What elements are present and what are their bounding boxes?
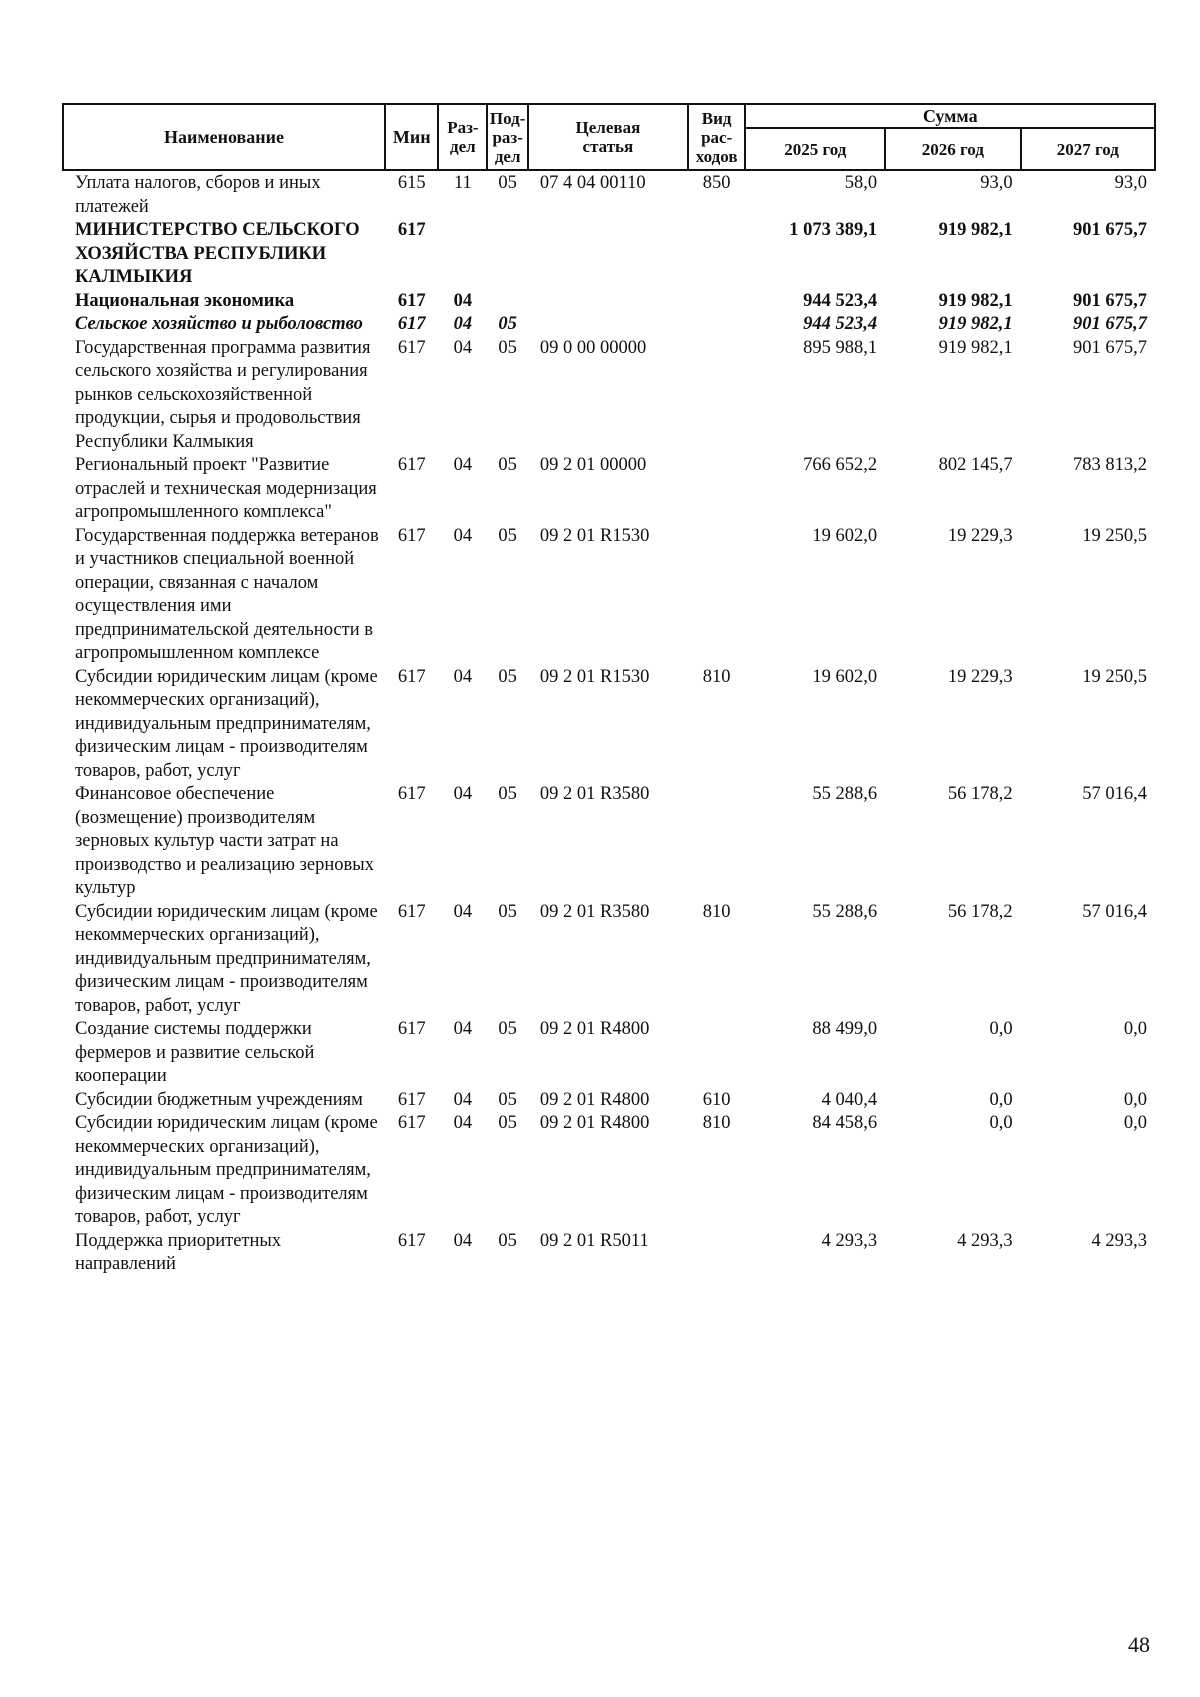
cell-podrazdel: 05 [498, 314, 517, 334]
cell-podrazdel: 05 [498, 455, 517, 475]
cell-2026: 919 982,1 [938, 290, 1013, 311]
cell-min: 617 [397, 1089, 426, 1110]
cell-2025: 4 293,3 [821, 1230, 878, 1251]
cell-target: 09 2 01 R4800 [539, 1019, 650, 1039]
cell-2026: 0,0 [989, 1089, 1013, 1110]
cell-name: Субсидии бюджетным учреждениям [75, 1089, 363, 1110]
cell-name: Создание системы поддержки фермеров и развитие сельской кооперации [75, 1019, 315, 1086]
cell-vid [688, 290, 746, 314]
cell-min: 617 [397, 1113, 426, 1133]
cell-podrazdel: 05 [498, 337, 517, 358]
cell-name: Субсидии юридическим лицам (кроме некоммерческих организаций), индивидуальным предпринимателям, физическим лицам - производителям товаров, работ, услуг [75, 1113, 378, 1227]
cell-2025: 895 988,1 [803, 337, 878, 358]
cell-target: 09 2 01 R4800 [539, 1089, 650, 1110]
cell-2026: 19 229,3 [947, 666, 1013, 687]
cell-2027: 901 675,7 [1073, 337, 1147, 358]
cell-2026: 56 178,2 [947, 901, 1013, 922]
cell-2027: 57 016,4 [1082, 784, 1147, 804]
cell-2027: 901 675,7 [1073, 314, 1147, 334]
cell-target: 09 2 01 R4800 [539, 1113, 650, 1133]
cell-vid [688, 525, 746, 666]
cell-podrazdel: 05 [498, 1113, 517, 1133]
cell-vid: 610 [702, 1089, 731, 1110]
table-row [63, 783, 1155, 901]
cell-2025: 58,0 [844, 173, 878, 193]
cell-2025: 944 523,4 [803, 314, 878, 334]
table-row [63, 1112, 1155, 1230]
table-row [63, 219, 1155, 290]
cell-target: 09 2 01 R1530 [539, 666, 650, 687]
cell-min: 617 [397, 666, 426, 687]
table-row [63, 525, 1155, 666]
cell-podrazdel: 05 [498, 173, 517, 193]
table-header [63, 104, 1155, 170]
cell-target: 09 2 01 R1530 [539, 525, 650, 546]
table-body [63, 170, 1155, 1277]
cell-2026: 19 229,3 [947, 525, 1013, 546]
header-razdel: Раз- дел [438, 104, 487, 170]
cell-min: 617 [397, 290, 426, 311]
cell-vid [688, 1230, 746, 1277]
cell-vid: 810 [702, 666, 731, 687]
cell-min: 615 [397, 173, 426, 193]
cell-name: Поддержка приоритетных направлений [75, 1230, 282, 1274]
cell-min: 617 [397, 314, 426, 334]
table-row [63, 313, 1155, 337]
cell-name: Государственная поддержка ветеранов и участников специальной военной операции, связанная с началом осуществления ими предпринимательской деятельности в агропромышленном комплексе [75, 525, 379, 663]
cell-razdel: 04 [453, 314, 473, 334]
cell-2027: 4 293,3 [1091, 1230, 1147, 1251]
cell-2025: 19 602,0 [812, 525, 878, 546]
page-number: 48 [1128, 1632, 1150, 1657]
header-name: Наименование [63, 104, 385, 170]
header-2025: 2025 год [745, 128, 885, 170]
cell-target: 09 0 00 00000 [539, 337, 647, 358]
cell-2025: 766 652,2 [803, 455, 878, 475]
cell-2027: 93,0 [1114, 173, 1147, 193]
cell-vid [688, 337, 746, 455]
cell-2026: 919 982,1 [938, 314, 1013, 334]
cell-podrazdel: 05 [498, 666, 517, 687]
cell-razdel [438, 219, 487, 290]
cell-podrazdel [487, 290, 528, 314]
cell-podrazdel: 05 [498, 1089, 517, 1110]
cell-2026: 0,0 [989, 1113, 1013, 1133]
cell-2025: 55 288,6 [812, 784, 878, 804]
cell-razdel: 04 [453, 1089, 473, 1110]
cell-2027: 19 250,5 [1082, 525, 1147, 546]
cell-2025: 55 288,6 [812, 901, 878, 922]
table-row [63, 901, 1155, 1019]
cell-min: 617 [397, 525, 426, 546]
cell-2026: 56 178,2 [947, 784, 1013, 804]
cell-name: МИНИСТЕРСТВО СЕЛЬСКОГО ХОЗЯЙСТВА РЕСПУБЛИКИ КАЛМЫКИЯ [75, 220, 360, 287]
cell-vid [688, 1018, 746, 1089]
table-row [63, 337, 1155, 455]
cell-name: Субсидии юридическим лицам (кроме некоммерческих организаций), индивидуальным предпринимателям, физическим лицам - производителям товаров, работ, услуг [75, 901, 378, 1016]
cell-min: 617 [397, 784, 426, 804]
table-row [63, 1018, 1155, 1089]
cell-razdel: 04 [453, 455, 473, 475]
cell-vid [688, 783, 746, 901]
cell-target [528, 290, 688, 314]
header-sum: Сумма [745, 104, 1155, 128]
cell-2027: 901 675,7 [1073, 290, 1147, 311]
cell-name: Финансовое обеспечение (возмещение) производителям зерновых культур части затрат на производство и реализацию зерновых культур [75, 784, 374, 898]
cell-2026: 93,0 [980, 173, 1013, 193]
cell-razdel: 04 [453, 337, 473, 358]
cell-target: 07 4 04 00110 [539, 173, 646, 193]
cell-name: Региональный проект "Развитие отраслей и техническая модернизация агропромышленного комплекса" [75, 455, 377, 522]
cell-2025: 88 499,0 [812, 1019, 878, 1039]
cell-target [528, 313, 688, 337]
table-row [63, 170, 1155, 219]
cell-vid [688, 454, 746, 525]
cell-podrazdel: 05 [498, 901, 517, 922]
cell-vid: 810 [702, 1113, 731, 1133]
cell-podrazdel: 05 [498, 525, 517, 546]
cell-2025: 84 458,6 [812, 1113, 878, 1133]
header-2026: 2026 год [885, 128, 1020, 170]
cell-target: 09 2 01 R5011 [539, 1230, 649, 1251]
cell-vid [688, 313, 746, 337]
cell-name: Национальная экономика [75, 290, 295, 311]
cell-razdel: 04 [453, 666, 473, 687]
cell-2027: 901 675,7 [1073, 220, 1147, 240]
table-row [63, 1089, 1155, 1113]
table-row [63, 666, 1155, 784]
cell-razdel: 11 [453, 173, 472, 193]
cell-target [528, 219, 688, 290]
table-row [63, 454, 1155, 525]
cell-2025: 4 040,4 [821, 1089, 878, 1110]
cell-2026: 919 982,1 [938, 337, 1013, 358]
cell-2027: 0,0 [1123, 1089, 1147, 1110]
cell-min: 617 [397, 220, 426, 240]
cell-podrazdel: 05 [498, 1230, 517, 1251]
cell-2025: 19 602,0 [812, 666, 878, 687]
cell-razdel: 04 [453, 1019, 473, 1039]
header-vid: Вид рас- ходов [688, 104, 746, 170]
cell-2025: 1 073 389,1 [789, 220, 878, 240]
cell-target: 09 2 01 00000 [539, 455, 647, 475]
header-min: Мин [385, 104, 438, 170]
cell-name: Сельское хозяйство и рыболовство [75, 314, 363, 334]
cell-podrazdel: 05 [498, 1019, 517, 1039]
cell-2027: 57 016,4 [1082, 901, 1147, 922]
cell-2026: 919 982,1 [938, 220, 1013, 240]
cell-2026: 0,0 [989, 1019, 1013, 1039]
cell-razdel: 04 [453, 525, 473, 546]
cell-2027: 0,0 [1123, 1019, 1147, 1039]
cell-min: 617 [397, 901, 426, 922]
cell-razdel: 04 [453, 1113, 473, 1133]
header-podrazdel: Под- раз- дел [487, 104, 528, 170]
cell-min: 617 [397, 1019, 426, 1039]
cell-target: 09 2 01 R3580 [539, 784, 650, 804]
cell-2027: 19 250,5 [1082, 666, 1147, 687]
header-2027: 2027 год [1021, 128, 1155, 170]
header-target: Целевая статья [528, 104, 688, 170]
cell-razdel: 04 [453, 290, 473, 311]
table-row [63, 290, 1155, 314]
cell-2027: 783 813,2 [1073, 455, 1147, 475]
cell-name: Государственная программа развития сельского хозяйства и регулирования рынков сельскохозяйственной продукции, сырья и продовольствия Республики Калмыкия [75, 337, 371, 452]
cell-razdel: 04 [453, 784, 473, 804]
cell-2026: 4 293,3 [957, 1230, 1013, 1251]
cell-min: 617 [397, 337, 426, 358]
cell-min: 617 [397, 1230, 426, 1251]
cell-min: 617 [397, 455, 426, 475]
table-row [63, 1230, 1155, 1277]
cell-podrazdel: 05 [498, 784, 517, 804]
cell-vid: 810 [702, 901, 731, 922]
cell-podrazdel [487, 219, 528, 290]
cell-2025: 944 523,4 [803, 290, 878, 311]
budget-table [62, 103, 1156, 1277]
cell-2027: 0,0 [1123, 1113, 1147, 1133]
cell-vid [688, 219, 746, 290]
cell-razdel: 04 [453, 1230, 473, 1251]
cell-name: Уплата налогов, сборов и иных платежей [75, 173, 321, 217]
cell-razdel: 04 [453, 901, 473, 922]
cell-name: Субсидии юридическим лицам (кроме некоммерческих организаций), индивидуальным предпринимателям, физическим лицам - производителям товаров, работ, услуг [75, 666, 378, 781]
cell-target: 09 2 01 R3580 [539, 901, 650, 922]
cell-vid: 850 [702, 173, 731, 193]
cell-2026: 802 145,7 [938, 455, 1013, 475]
